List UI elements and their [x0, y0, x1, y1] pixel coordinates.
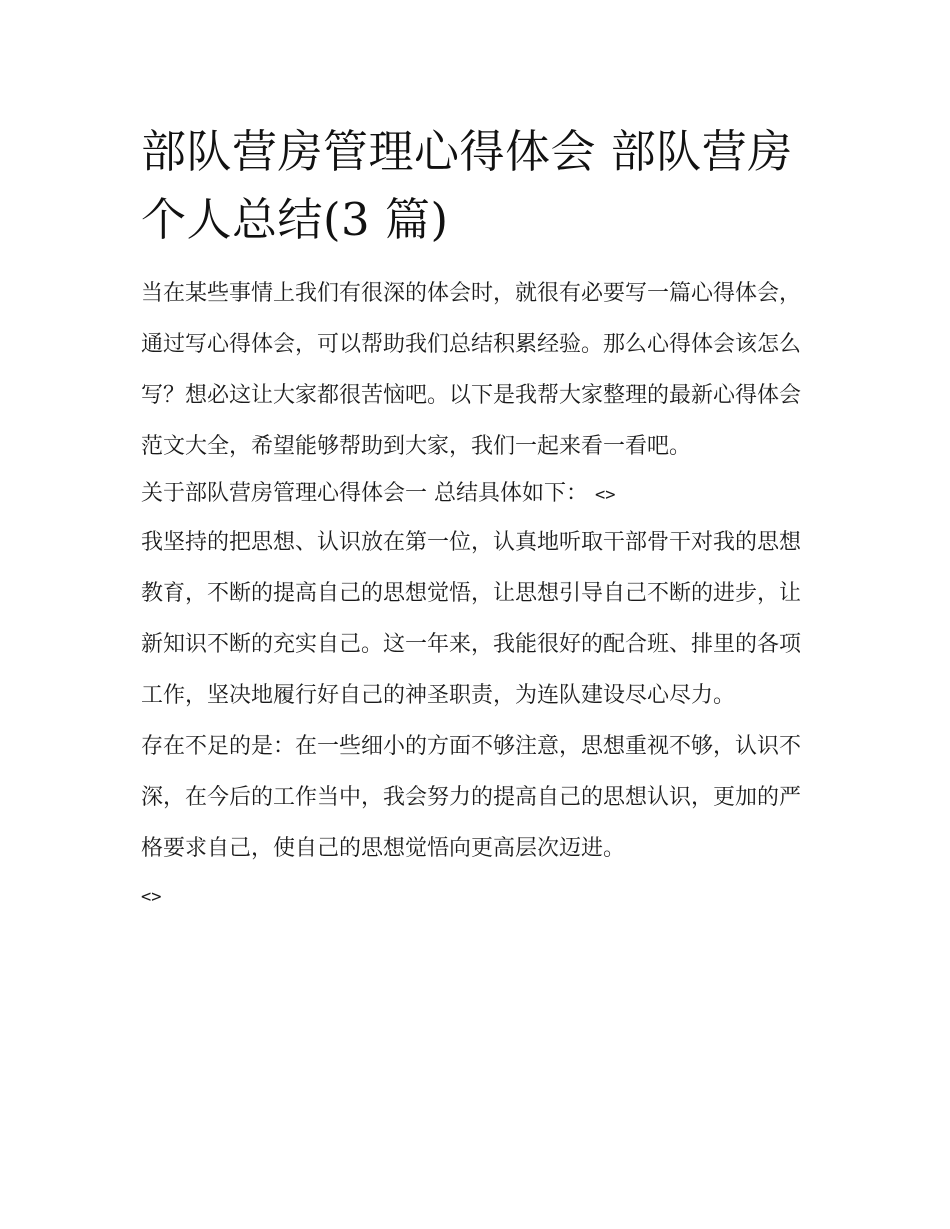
intro-paragraph: 当在某些事情上我们有很深的体会时，就很有必要写一篇心得体会，通过写心得体会，可以帮助我们总结积累经验。那么心得体会该怎么写？想必这让大家都很苦恼吧。以下是我帮大家整理的最新心得体会范文大全，希望能够帮助到大家，我们一起来看一看吧。 [141, 281, 802, 459]
document-title: 部队营房管理心得体会 部队营房个人总结(3 篇) [141, 125, 793, 246]
body-paragraph: 存在不足的是：在一些细小的方面不够注意，思想重视不够，认识不深，在今后的工作当中，我会努力的提高自己的思想认识，更加的严格要求自己，使自己的思想觉悟向更高层次迈进。 [141, 734, 802, 861]
placeholder-tag: <> [595, 485, 616, 505]
placeholder-tag: <> [141, 887, 162, 907]
section-heading-line [141, 472, 813, 517]
body-paragraph: 我坚持的把思想、认识放在第一位，认真地听取干部骨干对我的思想教育，不断的提高自己的思想觉悟，让思想引导自己不断的进步，让新知识不断的充实自己。这一年来，我能很好的配合班、排里的各项工作，坚决地履行好自己的神圣职责，为连队建设尽心尽力。 [141, 530, 802, 708]
section-heading: 关于部队营房管理心得体会一 总结具体如下： [141, 481, 588, 506]
document-page [141, 118, 813, 919]
placeholder-line [141, 874, 813, 919]
document-body [141, 268, 813, 919]
